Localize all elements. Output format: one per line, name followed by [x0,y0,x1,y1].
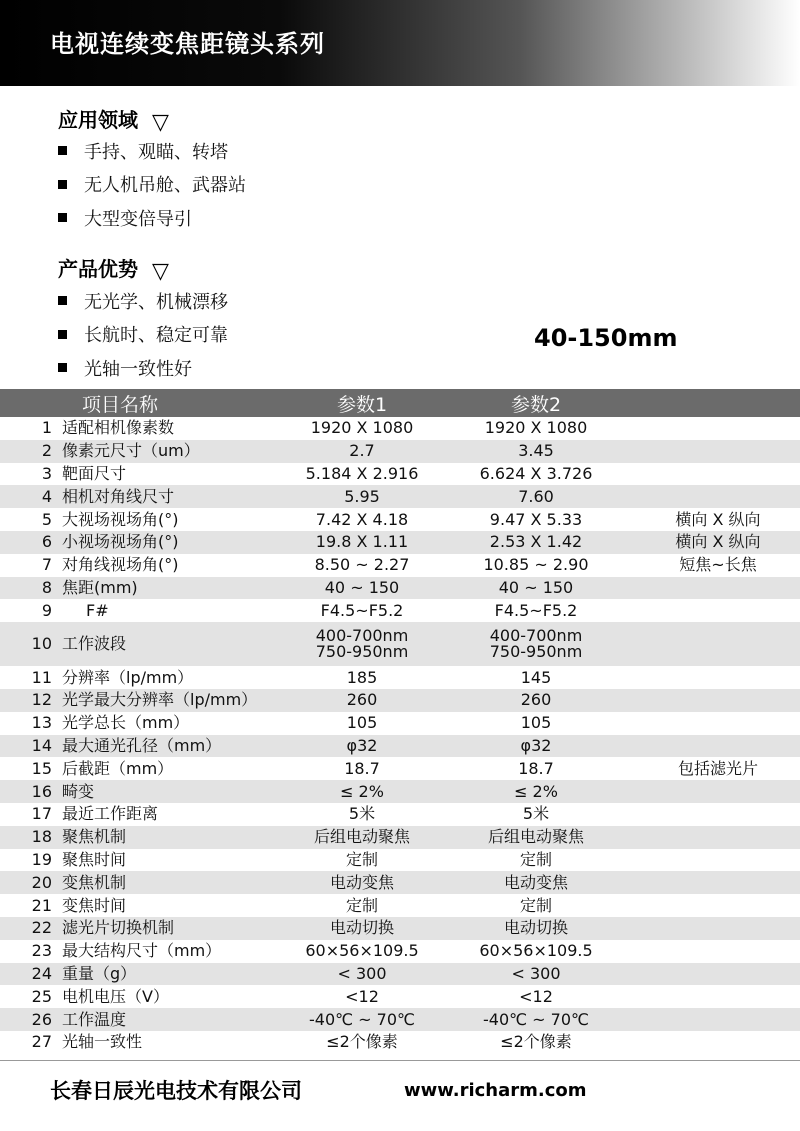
model-focal-range: 40-150mm [534,324,678,352]
row-number: 10 [0,622,62,666]
param-2-value: φ32 [436,735,636,758]
table-row [0,894,800,917]
table-row [0,871,800,894]
table-bottom-rule [0,1060,800,1061]
spec-table-body [0,417,800,1054]
table-row [0,577,800,600]
table-row [0,622,800,666]
param-1-value: 7.42 X 4.18 [315,509,409,529]
row-number: 13 [31,713,52,733]
param-2-value: 3.45 [436,440,636,463]
list-item-text: 光轴一致性好 [84,358,192,380]
row-name: 大视场视场角(°) [62,509,179,529]
row-number: 7 [41,555,52,575]
row-note [636,463,800,486]
row-name: 靶面尺寸 [62,463,127,483]
param-2-value: 18.7 [518,758,554,778]
applications-list [58,134,246,235]
param-1-value: φ32 [288,735,436,758]
square-bullet-icon [58,296,67,305]
row-note [636,1031,800,1054]
list-item [58,284,228,318]
param-1-value: 260 [288,689,436,712]
row-name: 工作波段 [62,622,288,666]
param-2-value: ≤2个像素 [500,1032,572,1052]
row-name: 聚焦时间 [62,849,127,869]
row-note: 短焦~长焦 [679,555,757,575]
param-2-value: -40℃ ~ 70℃ [436,1008,636,1031]
param-1-value: 1920 X 1080 [310,418,414,438]
list-item [58,168,246,202]
row-note [636,689,800,712]
row-name: 后截距（mm） [62,758,174,778]
row-note [636,666,800,689]
table-row [0,417,800,440]
list-item [58,134,246,168]
row-note [636,940,800,963]
row-note [636,440,800,463]
param-2-value: 6.624 X 3.726 [479,463,593,483]
advantages-heading [58,253,169,284]
param-2-value [436,622,636,666]
param-2-value: 电动变焦 [436,871,636,894]
param-1-value: 电动切换 [288,917,436,940]
spec-table [0,389,800,1054]
param-1-value: 电动变焦 [288,871,436,894]
table-row [0,508,800,531]
param-1-value: 18.7 [344,758,380,778]
header-param-2: 参数2 [436,389,636,417]
row-name: 最大通光孔径（mm） [62,735,288,758]
company-name: 长春日辰光电技术有限公司 [50,1079,302,1103]
row-note: 横向 X 纵向 [675,509,761,529]
param-1-value: 定制 [345,849,378,869]
row-name: 像素元尺寸（um） [62,440,288,463]
row-name: 对角线视场角(°) [62,555,179,575]
param-2-value: 260 [436,689,636,712]
row-note [636,894,800,917]
table-row [0,735,800,758]
applications-title: 应用领域 [58,108,138,132]
param-2-value: 60×56×109.5 [479,941,593,961]
param-1-value: -40℃ ~ 70℃ [288,1008,436,1031]
row-name: 光轴一致性 [62,1032,143,1052]
param-2-value-line: 750-950nm [489,642,583,662]
list-item-text: 手持、观瞄、转塔 [84,141,228,163]
table-header-row [0,389,800,417]
list-item-text: 长航时、稳定可靠 [84,325,228,347]
row-number: 4 [0,485,62,508]
row-note [636,849,800,872]
row-number: 12 [0,689,62,712]
row-name: 光学总长（mm） [62,713,190,733]
param-1-value-line: 400-700nm [315,626,409,646]
param-2-value-line: 400-700nm [489,626,583,646]
row-name: 重量（g） [62,963,288,986]
param-1-value [288,622,436,666]
param-1-value: 2.7 [288,440,436,463]
row-note: 包括滤光片 [677,758,758,778]
param-2-value: 7.60 [436,485,636,508]
param-1-value: ≤2个像素 [326,1032,398,1052]
param-2-value: F4.5~F5.2 [494,600,578,620]
row-number: 19 [31,849,52,869]
applications-heading [58,104,169,135]
param-2-value: 10.85 ~ 2.90 [483,555,589,575]
advantages-list [58,284,228,385]
website-url[interactable]: www.richarm.com [404,1080,587,1101]
page-title: 电视连续变焦距镜头系列 [50,30,325,58]
header-banner [0,0,800,86]
header-item-name: 项目名称 [62,389,288,417]
row-name: 变焦时间 [62,895,127,915]
table-row [0,780,800,803]
header-note [636,389,800,417]
row-number: 20 [0,871,62,894]
row-name: 工作温度 [62,1008,288,1031]
table-row [0,440,800,463]
row-number: 21 [31,895,52,915]
table-row [0,803,800,826]
triangle-down-icon: ▽ [152,110,169,135]
row-name: 畸变 [62,780,288,803]
param-2-value: 定制 [519,895,552,915]
param-1-value: <12 [345,986,379,1006]
param-1-value: 40 ~ 150 [288,577,436,600]
table-row [0,689,800,712]
row-number: 2 [0,440,62,463]
square-bullet-icon [58,213,67,222]
param-1-value: ≤ 2% [288,780,436,803]
square-bullet-icon [58,363,67,372]
param-2-value: 105 [520,713,552,733]
table-row [0,940,800,963]
row-number: 23 [31,941,52,961]
param-2-value: 定制 [519,849,552,869]
row-name: 最近工作距离 [62,804,159,824]
table-row [0,599,800,622]
row-note [636,485,800,508]
row-number: 1 [41,418,52,438]
row-name: 分辨率（lp/mm） [62,667,194,687]
table-row [0,849,800,872]
param-2-value: 后组电动聚焦 [436,826,636,849]
param-1-value: 19.8 X 1.11 [288,531,436,554]
row-number: 16 [0,780,62,803]
param-2-value: <12 [519,986,553,1006]
list-item-text: 无人机吊舱、武器站 [84,175,246,197]
param-1-value: 185 [346,667,378,687]
row-note [636,622,800,666]
row-note [636,826,800,849]
param-2-value: 2.53 X 1.42 [436,531,636,554]
row-name: 聚焦机制 [62,826,288,849]
list-item [58,351,228,385]
table-row [0,826,800,849]
param-1-value: 5米 [348,804,376,824]
row-number: 15 [31,758,52,778]
param-1-value: 5.95 [288,485,436,508]
row-note [636,917,800,940]
row-note [636,803,800,826]
square-bullet-icon [58,146,67,155]
list-item-text: 大型变倍导引 [84,208,192,230]
table-row [0,554,800,577]
row-note [636,417,800,440]
row-note [636,735,800,758]
row-number: 11 [31,667,52,687]
param-1-value: 60×56×109.5 [305,941,419,961]
row-name: 电机电压（V） [62,986,169,1006]
row-number: 6 [0,531,62,554]
param-1-value-line: 750-950nm [315,642,409,662]
param-1-value: 8.50 ~ 2.27 [314,555,410,575]
row-number: 25 [31,986,52,1006]
param-1-value: 定制 [345,895,378,915]
row-number: 22 [0,917,62,940]
row-name: 最大结构尺寸（mm） [62,941,222,961]
row-number: 8 [0,577,62,600]
row-note [636,985,800,1008]
param-2-value: 40 ~ 150 [436,577,636,600]
row-number: 24 [0,963,62,986]
param-1-value: 105 [346,713,378,733]
table-row [0,963,800,986]
row-note [636,577,800,600]
table-row [0,757,800,780]
list-item [58,318,228,352]
row-note [636,599,800,622]
square-bullet-icon [58,180,67,189]
row-note: 横向 X 纵向 [636,531,800,554]
table-row [0,985,800,1008]
table-row [0,531,800,554]
row-number: 18 [0,826,62,849]
table-row [0,666,800,689]
param-1-value: 5.184 X 2.916 [305,463,419,483]
row-number: 5 [41,509,52,529]
table-row [0,1031,800,1054]
table-row [0,917,800,940]
row-name: 滤光片切换机制 [62,917,288,940]
row-note [636,712,800,735]
param-2-value: 145 [520,667,552,687]
row-note [636,780,800,803]
table-row [0,463,800,486]
list-item-text: 无光学、机械漂移 [84,291,228,313]
advantages-title: 产品优势 [58,257,138,281]
list-item [58,201,246,235]
triangle-down-icon: ▽ [152,259,169,284]
row-name: 光学最大分辨率（lp/mm） [62,689,288,712]
row-number: 14 [0,735,62,758]
param-1-value: F4.5~F5.2 [320,600,404,620]
row-name: F# [86,600,109,620]
header-param-1: 参数1 [288,389,436,417]
table-row [0,485,800,508]
row-name: 适配相机像素数 [62,418,175,438]
row-number: 27 [31,1032,52,1052]
square-bullet-icon [58,330,67,339]
param-2-value: < 300 [436,963,636,986]
param-2-value: 9.47 X 5.33 [489,509,583,529]
table-row [0,712,800,735]
row-number: 3 [41,463,52,483]
param-1-value: 后组电动聚焦 [288,826,436,849]
param-2-value: 电动切换 [436,917,636,940]
param-1-value: < 300 [288,963,436,986]
param-2-value: ≤ 2% [436,780,636,803]
row-name: 焦距(mm) [62,577,288,600]
row-number: 26 [0,1008,62,1031]
row-number: 9 [41,600,52,620]
table-row [0,1008,800,1031]
param-2-value: 1920 X 1080 [484,418,588,438]
param-2-value: 5米 [522,804,550,824]
row-name: 变焦机制 [62,871,288,894]
row-name: 相机对角线尺寸 [62,485,288,508]
row-note [636,963,800,986]
row-name: 小视场视场角(°) [62,531,288,554]
row-note [636,1008,800,1031]
header-blank [0,389,62,417]
row-number: 17 [31,804,52,824]
row-note [636,871,800,894]
